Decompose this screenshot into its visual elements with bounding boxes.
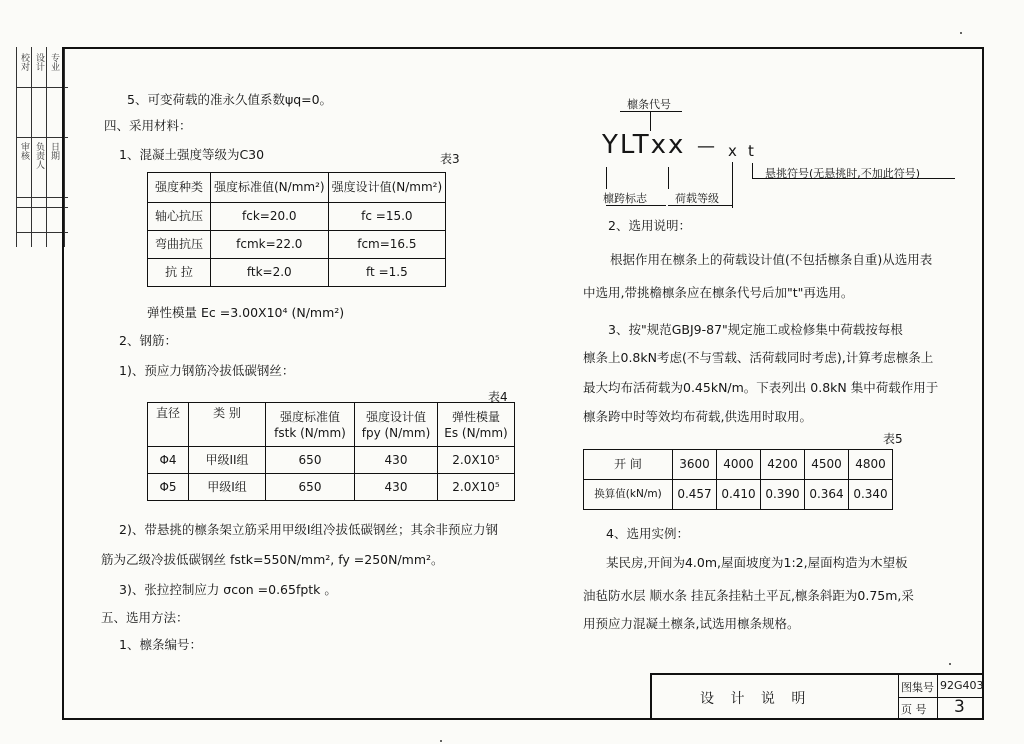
scan-speck bbox=[960, 32, 962, 34]
table-cell: fcmk=22.0 bbox=[211, 231, 329, 259]
code-t: t bbox=[748, 142, 754, 160]
drawing-title: 设 计 说 明 bbox=[700, 691, 812, 707]
table4 bbox=[147, 402, 515, 501]
table-cell: 抗 拉 bbox=[148, 259, 211, 287]
scan-speck bbox=[440, 740, 442, 742]
text-line: 檩条上0.8kN考虑(不与雪载、活荷载同时考虑),计算考虑檩条上 bbox=[583, 350, 934, 365]
page-label: 页 号 bbox=[901, 703, 927, 716]
table-header: 强度种类 bbox=[148, 173, 211, 203]
text-line: 檩条跨中时等效均布荷载,供选用时取用。 bbox=[583, 409, 812, 424]
table-cell: 650 bbox=[266, 447, 355, 474]
code-leader bbox=[732, 162, 733, 208]
text-line: 2、钢筋： bbox=[119, 333, 177, 348]
table-cell: ft =1.5 bbox=[328, 259, 446, 287]
code-leader bbox=[650, 111, 651, 131]
table-cell: 0.364 bbox=[805, 480, 849, 510]
table-header: 强度设计值(N/mm²) bbox=[328, 173, 446, 203]
table-cell: 3600 bbox=[673, 450, 717, 480]
binding-label: 设计 bbox=[34, 53, 44, 71]
binding-label: 校对 bbox=[19, 53, 29, 71]
table-cell: 0.457 bbox=[673, 480, 717, 510]
code-dash: — bbox=[697, 136, 715, 157]
table-cell: Φ4 bbox=[148, 447, 189, 474]
code-mid-label: 荷载等级 bbox=[675, 192, 719, 205]
text-line: 1)、预应力钢筋冷拔低碳钢丝： bbox=[119, 363, 295, 378]
table-cell: 430 bbox=[355, 474, 438, 501]
text-line: 筋为乙级冷拔低碳钢丝 fstk=550N/mm², fy =250N/mm²。 bbox=[101, 552, 444, 567]
table-cell: fc =15.0 bbox=[328, 203, 446, 231]
text-line: 1、檩条编号： bbox=[119, 637, 202, 652]
table5-label: 表5 bbox=[883, 432, 903, 446]
code-leader bbox=[620, 111, 682, 112]
table-cell: fcm=16.5 bbox=[328, 231, 446, 259]
title-block bbox=[650, 673, 982, 720]
text-line: 3)、张拉控制应力 σcon =0.65fptk 。 bbox=[119, 582, 337, 597]
table-cell: 轴心抗压 bbox=[148, 203, 211, 231]
text-line: 弹性模量 Ec =3.00X10⁴ (N/mm²) bbox=[147, 305, 345, 320]
table-cell: 甲级I组 bbox=[189, 474, 266, 501]
table-header: 强度设计值 fpy (N/mm) bbox=[355, 403, 438, 447]
table5 bbox=[583, 449, 893, 510]
binding-label: 审核 bbox=[19, 142, 29, 160]
table-header: 强度标准值(N/mm²) bbox=[211, 173, 329, 203]
table-cell: 弯曲抗压 bbox=[148, 231, 211, 259]
code-x: x bbox=[728, 142, 737, 160]
text-line: 2)、带悬挑的檩条架立筋采用甲级I组冷拔低碳钢丝；其余非预应力钢 bbox=[119, 522, 499, 537]
table-cell: 0.340 bbox=[849, 480, 893, 510]
code-left-label: 檩跨标志 bbox=[603, 192, 647, 205]
code-leader bbox=[606, 167, 607, 189]
text-line: 3、按"规范GBJ9-87"规定施工或检修集中荷载按每根 bbox=[608, 322, 903, 337]
table-cell: 0.390 bbox=[761, 480, 805, 510]
table-cell: 甲级II组 bbox=[189, 447, 266, 474]
binding-strip bbox=[6, 47, 66, 247]
code-leader bbox=[668, 167, 669, 189]
section-heading: 四、采用材料： bbox=[104, 118, 192, 133]
atlas-label: 图集号 bbox=[901, 681, 934, 694]
text-line: 4、选用实例： bbox=[606, 526, 689, 541]
table-cell: fck=20.0 bbox=[211, 203, 329, 231]
table-header: 开 间 bbox=[584, 450, 673, 480]
table3 bbox=[147, 172, 446, 287]
text-line: 中选用,带挑檐檩条应在檩条代号后加"t"再选用。 bbox=[583, 285, 854, 300]
table-cell: 650 bbox=[266, 474, 355, 501]
table-cell: 4000 bbox=[717, 450, 761, 480]
binding-label: 日期 bbox=[49, 142, 59, 160]
text-line: 某民房,开间为4.0m,屋面坡度为1:2,屋面构造为木望板 bbox=[606, 555, 908, 570]
code-top-label: 檩条代号 bbox=[627, 98, 671, 111]
table-header: 换算值(kN/m) bbox=[584, 480, 673, 510]
table-header: 弹性模量 Es (N/mm) bbox=[438, 403, 515, 447]
table-header: 强度标准值 fstk (N/mm) bbox=[266, 403, 355, 447]
code-leader bbox=[752, 163, 753, 179]
table-header: 类 别 bbox=[189, 403, 266, 447]
atlas-number: 92G403 bbox=[940, 679, 984, 692]
code-suffix-note: 悬挑符号(无悬挑时,不加此符号) bbox=[765, 167, 921, 180]
table-cell: 430 bbox=[355, 447, 438, 474]
table-cell: ftk=2.0 bbox=[211, 259, 329, 287]
table-cell: Φ5 bbox=[148, 474, 189, 501]
text-line: 用预应力混凝土檩条,试选用檩条规格。 bbox=[583, 616, 800, 631]
text-line: 1、混凝土强度等级为C30 bbox=[119, 147, 265, 162]
table-cell: 2.0X10⁵ bbox=[438, 474, 515, 501]
table-header: 直径 bbox=[148, 403, 189, 447]
binding-label: 专业 bbox=[49, 53, 59, 71]
page-number: 3 bbox=[954, 697, 965, 717]
section-heading: 五、选用方法： bbox=[101, 610, 189, 625]
text-line: 5、可变荷载的准永久值系数ψq=0。 bbox=[127, 92, 333, 107]
text-line: 油毡防水层 顺水条 挂瓦条挂粘土平瓦,檩条斜距为0.75m,采 bbox=[583, 588, 914, 603]
table4-label: 表4 bbox=[488, 390, 508, 404]
code-main: YLTxx bbox=[602, 130, 686, 160]
table3-label: 表3 bbox=[440, 152, 460, 166]
text-line: 2、选用说明： bbox=[608, 218, 691, 233]
table-cell: 4500 bbox=[805, 450, 849, 480]
table-cell: 2.0X10⁵ bbox=[438, 447, 515, 474]
table-cell: 0.410 bbox=[717, 480, 761, 510]
text-line: 根据作用在檩条上的荷载设计值(不包括檩条自重)从选用表 bbox=[610, 252, 933, 267]
binding-label: 负责人 bbox=[34, 142, 44, 169]
table-cell: 4200 bbox=[761, 450, 805, 480]
table-cell: 4800 bbox=[849, 450, 893, 480]
scan-speck bbox=[949, 663, 951, 665]
text-line: 最大均布活荷载为0.45kN/m。下表列出 0.8kN 集中荷载作用于 bbox=[583, 380, 939, 395]
